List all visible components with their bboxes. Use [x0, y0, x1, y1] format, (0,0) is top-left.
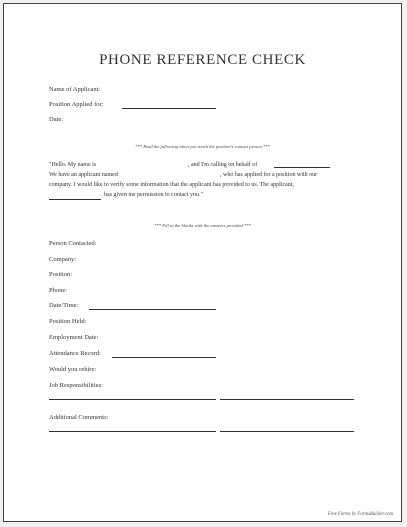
- script-line-1a: "Hello. My name is: [49, 162, 97, 168]
- script-line-3: company. I would like to verify some information that the applicant has provided to us. The applicant,: [49, 182, 294, 188]
- position-label: Position:: [49, 271, 73, 278]
- employment-date-label: Employment Date:: [49, 334, 99, 341]
- phone-label: Phone:: [49, 287, 68, 294]
- script-line-2a: We have an applicant named: [49, 172, 118, 178]
- position-applied-label: Position Applied for:: [49, 101, 104, 108]
- company-label: Company:: [49, 256, 77, 263]
- attendance-record-label: Attendance Record:: [49, 350, 101, 357]
- responsibilities-line-1a[interactable]: [49, 399, 216, 400]
- position-held-label: Position Held:: [49, 318, 87, 325]
- comments-line-1a[interactable]: [49, 431, 216, 432]
- reference-form-page: [3, 3, 402, 522]
- script-line-1b: , and I'm calling on behalf of: [188, 162, 258, 168]
- date-time-line[interactable]: [89, 309, 216, 310]
- additional-comments-label: Additional Comments:: [49, 414, 109, 421]
- job-responsibilities-label: Job Responsibilities:: [49, 382, 103, 389]
- would-rehire-label: Would you rehire:: [49, 366, 97, 373]
- script-blank-1[interactable]: [274, 167, 330, 168]
- applicant-name-label: Name of Applicant:: [49, 86, 101, 93]
- script-line-4: has given me permission to contact you.": [104, 192, 203, 198]
- attendance-record-line[interactable]: [112, 357, 216, 358]
- script-blank-2[interactable]: [49, 199, 101, 200]
- form-title: PHONE REFERENCE CHECK: [99, 52, 306, 68]
- instruction-note-top: *** Read the following when you reach the position's contact person ***: [135, 144, 270, 149]
- footer-credit: Free Forms by FormsBuilder.com: [327, 512, 393, 517]
- script-line-2b: , who has applied for a position with our: [220, 172, 318, 178]
- person-contacted-label: Person Contacted:: [49, 240, 97, 247]
- instruction-note-bottom: *** Fill in the blanks with the answers provided ***: [154, 223, 251, 228]
- position-applied-line[interactable]: [122, 108, 216, 109]
- responsibilities-line-1b[interactable]: [220, 399, 354, 400]
- date-time-label: Date/Time:: [49, 302, 79, 309]
- comments-line-1b[interactable]: [220, 431, 354, 432]
- date-label: Date:: [49, 116, 64, 123]
